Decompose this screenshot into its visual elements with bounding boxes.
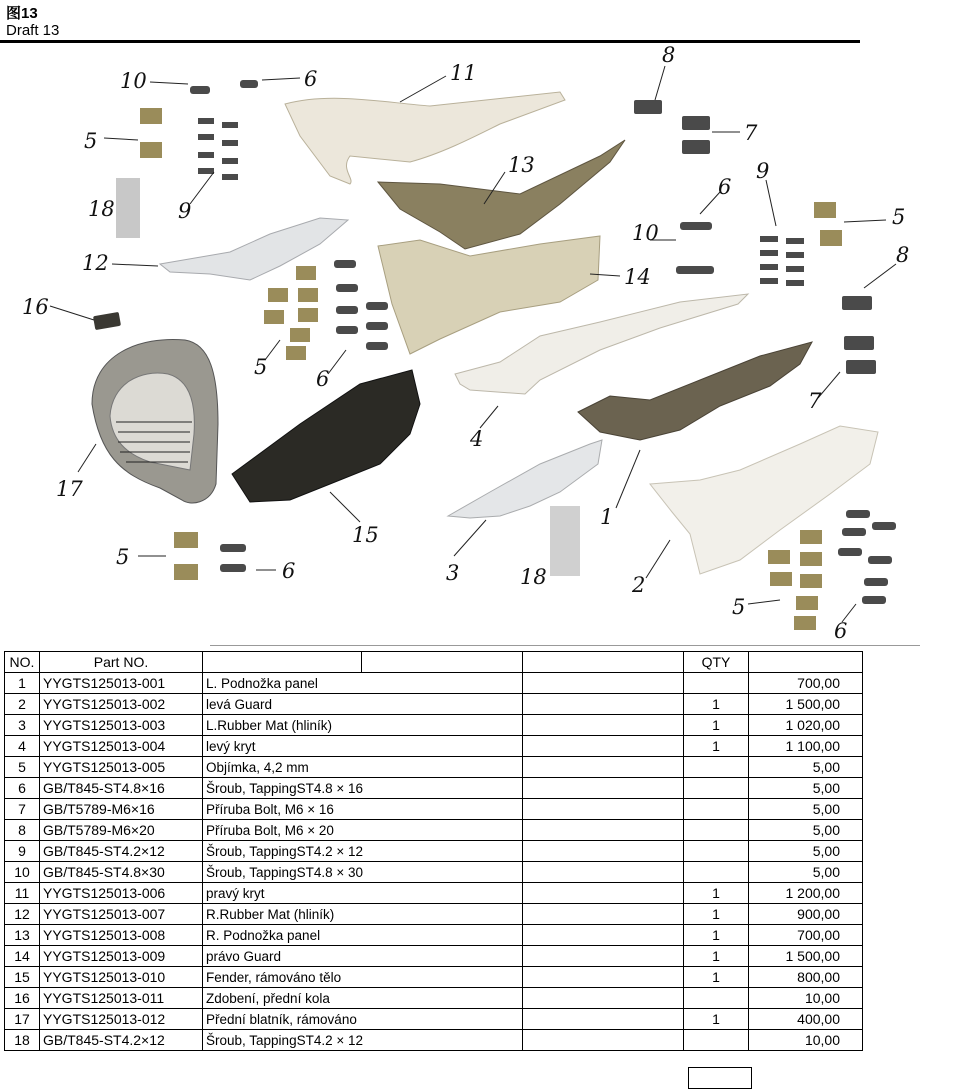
cell-qty: 1 (684, 967, 749, 988)
table-row (5, 1030, 863, 1051)
callout-label: 18 (88, 197, 115, 221)
cell-qty (684, 1030, 749, 1051)
table-row (5, 1009, 863, 1030)
cell-qty (684, 799, 749, 820)
cell-part-no: GB/T845-ST4.8×30 (40, 862, 203, 883)
cell-qty (684, 820, 749, 841)
cell-no: 14 (5, 946, 40, 967)
cell-description: levá Guard (203, 694, 523, 715)
cell-qty: 1 (684, 715, 749, 736)
cell-qty: 1 (684, 736, 749, 757)
cell-blank (523, 1009, 684, 1030)
cell-blank (523, 757, 684, 778)
cell-blank (523, 883, 684, 904)
callout-label: 5 (254, 355, 268, 379)
callout-label: 10 (120, 69, 147, 93)
cell-part-no: GB/T845-ST4.2×12 (40, 1030, 203, 1051)
cell-part-no: YYGTS125013-008 (40, 925, 203, 946)
cell-price: 800,00 (749, 967, 863, 988)
callout-label: 10 (632, 221, 659, 245)
callout-label: 13 (508, 153, 535, 177)
fastener-group-center-left (264, 260, 388, 360)
table-row (5, 694, 863, 715)
cell-price: 1 100,00 (749, 736, 863, 757)
table-row (5, 736, 863, 757)
cell-price: 1 500,00 (749, 694, 863, 715)
cell-part-no: YYGTS125013-012 (40, 1009, 203, 1030)
cell-description: L. Podnožka panel (203, 673, 523, 694)
cell-qty: 1 (684, 904, 749, 925)
cell-qty: 1 (684, 694, 749, 715)
cell-no: 15 (5, 967, 40, 988)
callout-label: 14 (624, 265, 651, 289)
table-row (5, 862, 863, 883)
cell-description: Příruba Bolt, M6 × 16 (203, 799, 523, 820)
cell-description: Šroub, TappingST4.2 × 12 (203, 1030, 523, 1051)
table-row (5, 883, 863, 904)
cell-blank (523, 820, 684, 841)
cell-part-no: YYGTS125013-010 (40, 967, 203, 988)
callout-label: 9 (756, 159, 770, 183)
callout-label: 8 (896, 243, 910, 267)
cell-blank (523, 988, 684, 1009)
callout-label: 6 (282, 559, 296, 583)
header-blank (523, 652, 684, 673)
cell-part-no: YYGTS125013-007 (40, 904, 203, 925)
cell-qty: 1 (684, 1009, 749, 1030)
parts-table (4, 651, 863, 1051)
cell-description: pravý kryt (203, 883, 523, 904)
cell-price: 5,00 (749, 841, 863, 862)
header-rule (0, 40, 860, 43)
callout-label: 18 (520, 565, 547, 589)
cell-price: 900,00 (749, 904, 863, 925)
cell-part-no: YYGTS125013-004 (40, 736, 203, 757)
cell-no: 1 (5, 673, 40, 694)
cell-no: 5 (5, 757, 40, 778)
callout-label: 5 (84, 129, 98, 153)
cell-qty (684, 841, 749, 862)
cell-price: 1 020,00 (749, 715, 863, 736)
cell-no: 9 (5, 841, 40, 862)
cell-price: 5,00 (749, 757, 863, 778)
diagram-bottom-rule (210, 645, 920, 646)
cell-no: 17 (5, 1009, 40, 1030)
header-blank (749, 652, 863, 673)
cell-no: 13 (5, 925, 40, 946)
cell-description: Příruba Bolt, M6 × 20 (203, 820, 523, 841)
table-row (5, 820, 863, 841)
header-part-no: Part NO. (40, 652, 203, 673)
cell-description: právo Guard (203, 946, 523, 967)
callout-label: 5 (116, 545, 130, 569)
cell-blank (523, 799, 684, 820)
cell-part-no: GB/T845-ST4.2×12 (40, 841, 203, 862)
callout-label: 8 (662, 44, 676, 67)
figure-subtitle: Draft 13 (6, 22, 60, 39)
cell-blank (523, 862, 684, 883)
cell-qty (684, 988, 749, 1009)
callout-label: 7 (808, 389, 822, 413)
table-row (5, 988, 863, 1009)
callout-label: 16 (22, 295, 49, 319)
cell-no: 3 (5, 715, 40, 736)
cell-blank (523, 841, 684, 862)
table-row (5, 778, 863, 799)
table-row (5, 799, 863, 820)
cell-description: Šroub, TappingST4.2 × 12 (203, 841, 523, 862)
cell-blank (523, 673, 684, 694)
cell-description: L.Rubber Mat (hliník) (203, 715, 523, 736)
cell-price: 10,00 (749, 988, 863, 1009)
cell-description: Zdobení, přední kola (203, 988, 523, 1009)
cell-qty: 1 (684, 925, 749, 946)
cell-no: 4 (5, 736, 40, 757)
cell-part-no: YYGTS125013-011 (40, 988, 203, 1009)
cell-price: 10,00 (749, 1030, 863, 1051)
cell-blank (523, 1030, 684, 1051)
callout-label: 2 (632, 573, 646, 597)
callout-label: 11 (450, 61, 477, 85)
cell-blank (523, 967, 684, 988)
cell-no: 18 (5, 1030, 40, 1051)
cell-blank (523, 925, 684, 946)
table-row (5, 841, 863, 862)
cell-qty (684, 862, 749, 883)
callout-label: 5 (892, 205, 906, 229)
cell-price: 700,00 (749, 925, 863, 946)
cell-no: 7 (5, 799, 40, 820)
cell-qty (684, 673, 749, 694)
part-16-trim (93, 312, 121, 330)
callout-label: 15 (352, 523, 379, 547)
cell-price: 400,00 (749, 1009, 863, 1030)
cell-price: 5,00 (749, 820, 863, 841)
cell-part-no: YYGTS125013-005 (40, 757, 203, 778)
cell-blank (523, 694, 684, 715)
cell-description: levý kryt (203, 736, 523, 757)
cell-description: Fender, rámováno tělo (203, 967, 523, 988)
cell-description: Objímka, 4,2 mm (203, 757, 523, 778)
cell-qty (684, 778, 749, 799)
part-17-front-fender (92, 339, 218, 503)
part-1-left-floor-panel (578, 342, 812, 440)
table-row (5, 946, 863, 967)
cell-blank (523, 946, 684, 967)
callout-label: 6 (304, 67, 318, 91)
callout-label: 4 (470, 427, 484, 451)
cell-price: 5,00 (749, 778, 863, 799)
cell-description: Přední blatník, rámováno (203, 1009, 523, 1030)
cell-blank (523, 778, 684, 799)
callout-label: 6 (316, 367, 330, 391)
callout-label: 3 (446, 561, 460, 585)
table-row (5, 925, 863, 946)
cell-no: 12 (5, 904, 40, 925)
header-blank (203, 652, 362, 673)
cell-blank (523, 715, 684, 736)
cell-price: 1 200,00 (749, 883, 863, 904)
header-blank (362, 652, 523, 673)
callout-label: 5 (732, 595, 746, 619)
cell-part-no: GB/T5789-M6×20 (40, 820, 203, 841)
cell-no: 6 (5, 778, 40, 799)
callout-label: 17 (56, 477, 83, 501)
part-12-right-rubber-mat (160, 218, 348, 280)
table-header-row (5, 652, 863, 673)
callout-label: 6 (834, 619, 848, 643)
table-row (5, 673, 863, 694)
cell-no: 8 (5, 820, 40, 841)
cell-description: Šroub, TappingST4.8 × 16 (203, 778, 523, 799)
table-row (5, 967, 863, 988)
callout-label: 1 (600, 505, 614, 529)
cell-no: 11 (5, 883, 40, 904)
cell-price: 700,00 (749, 673, 863, 694)
cell-no: 16 (5, 988, 40, 1009)
cell-price: 1 500,00 (749, 946, 863, 967)
table-row (5, 904, 863, 925)
header-qty: QTY (684, 652, 749, 673)
cell-part-no: YYGTS125013-001 (40, 673, 203, 694)
cell-part-no: YYGTS125013-003 (40, 715, 203, 736)
table-row (5, 757, 863, 778)
figure-title: 图13 (6, 5, 38, 22)
cell-price: 5,00 (749, 799, 863, 820)
table-footer-box (688, 1067, 752, 1089)
table-row (5, 715, 863, 736)
cell-price: 5,00 (749, 862, 863, 883)
callout-label: 9 (178, 199, 192, 223)
cell-blank (523, 736, 684, 757)
cell-no: 10 (5, 862, 40, 883)
cell-description: R.Rubber Mat (hliník) (203, 904, 523, 925)
cell-part-no: YYGTS125013-009 (40, 946, 203, 967)
cell-part-no: GB/T845-ST4.8×16 (40, 778, 203, 799)
callout-label: 7 (744, 121, 758, 145)
header-no: NO. (5, 652, 40, 673)
cell-part-no: YYGTS125013-006 (40, 883, 203, 904)
cell-no: 2 (5, 694, 40, 715)
cell-blank (523, 904, 684, 925)
cell-part-no: YYGTS125013-002 (40, 694, 203, 715)
cell-part-no: GB/T5789-M6×16 (40, 799, 203, 820)
cell-qty (684, 757, 749, 778)
cell-description: R. Podnožka panel (203, 925, 523, 946)
cell-description: Šroub, TappingST4.8 × 30 (203, 862, 523, 883)
cell-qty: 1 (684, 946, 749, 967)
callout-label: 6 (718, 175, 732, 199)
cell-qty: 1 (684, 883, 749, 904)
exploded-parts-diagram (0, 44, 960, 648)
callout-label: 12 (82, 251, 109, 275)
